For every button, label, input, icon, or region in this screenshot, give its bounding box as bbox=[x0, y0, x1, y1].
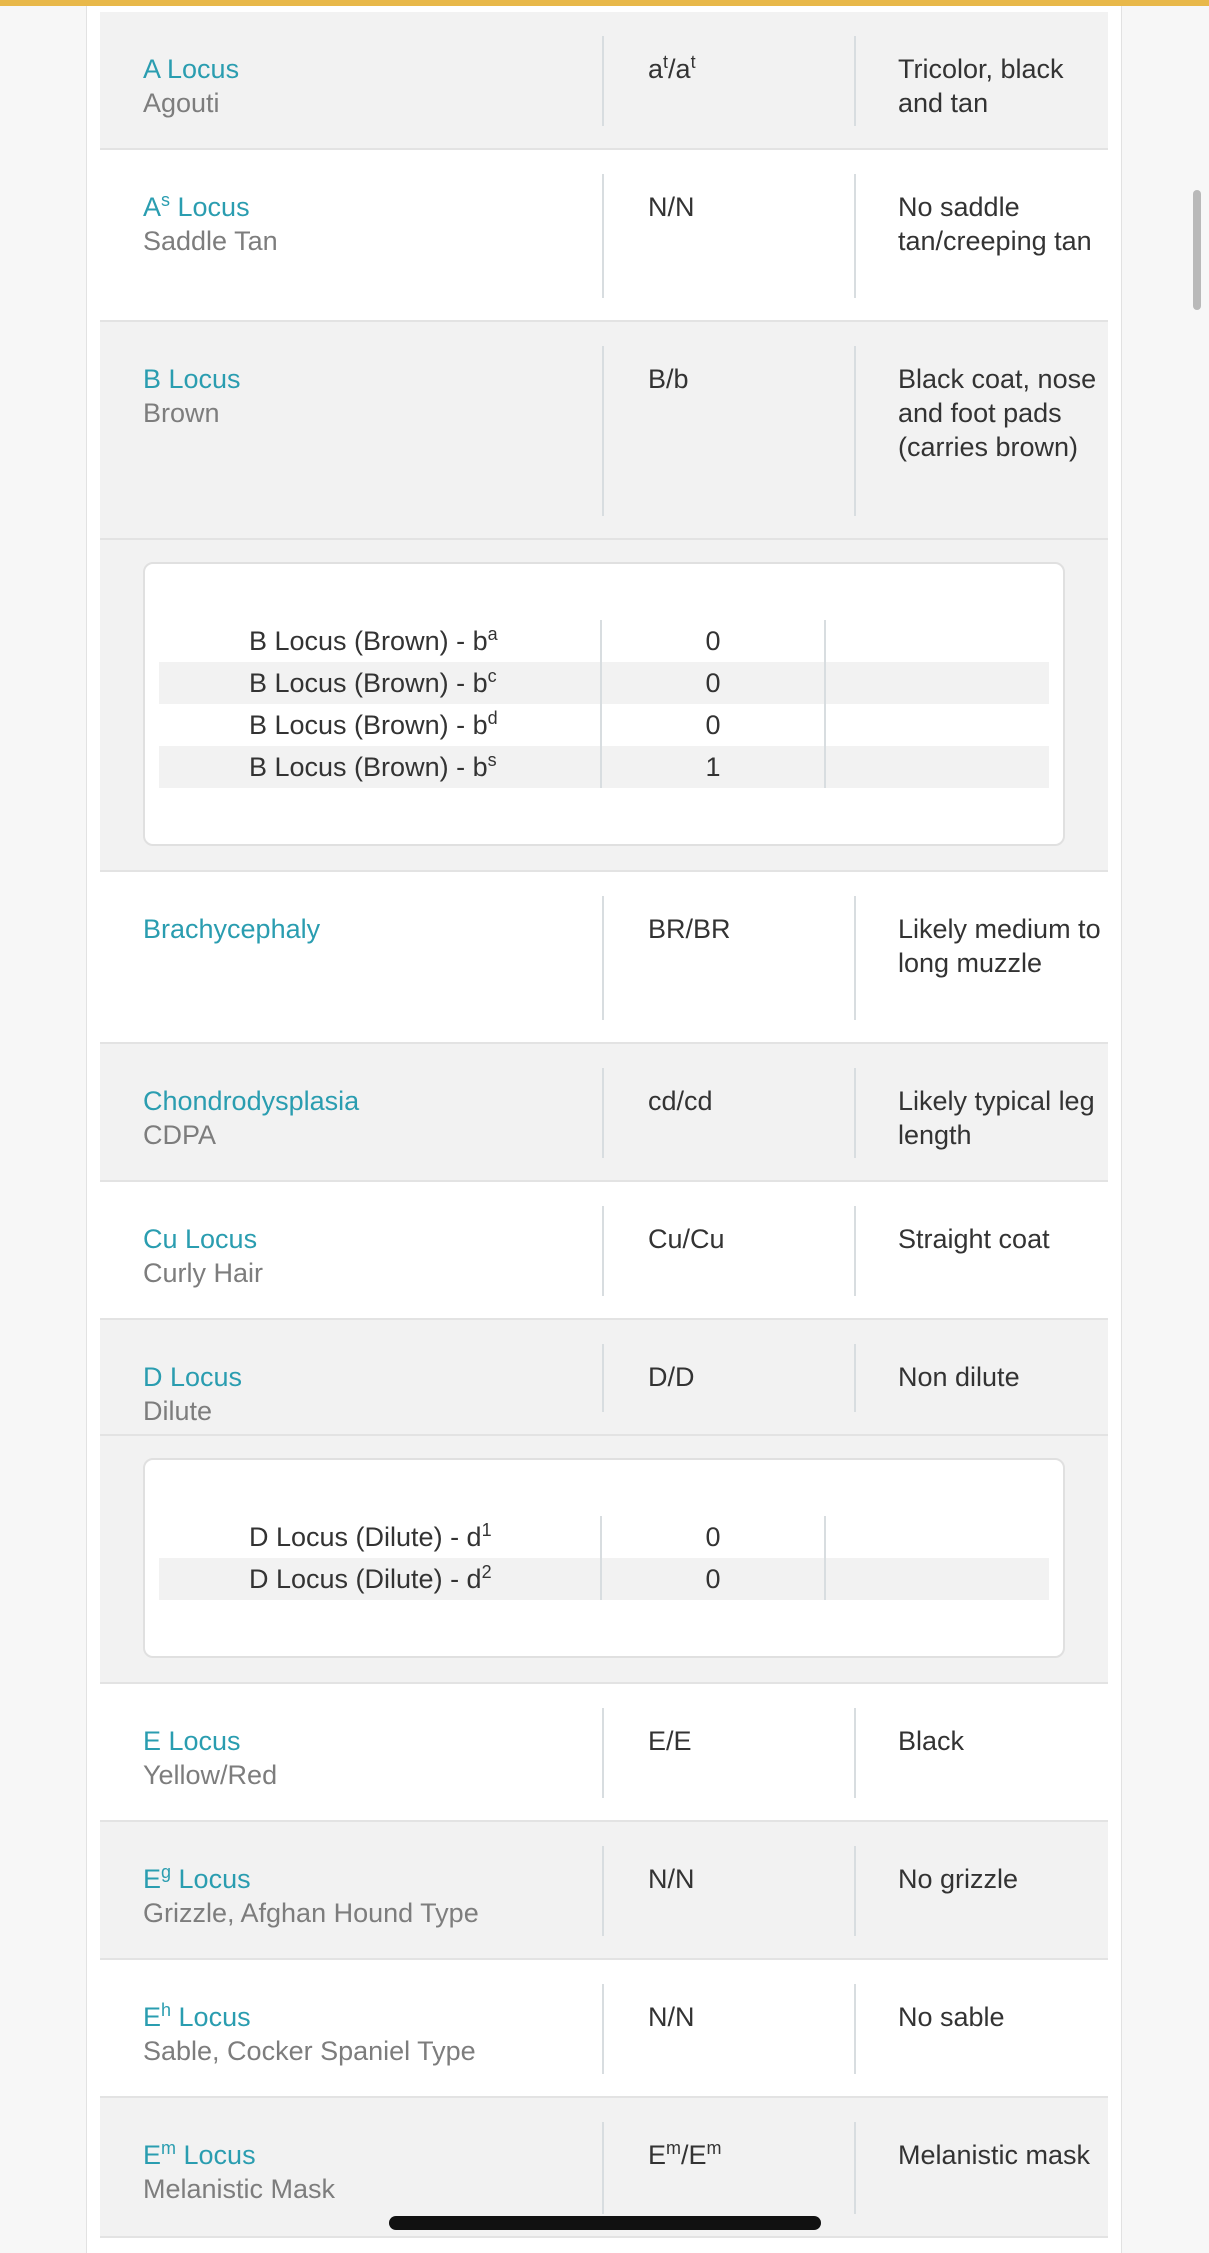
genetics-table bbox=[100, 12, 1108, 2238]
allele-empty-cell bbox=[824, 662, 1049, 704]
result-cell bbox=[854, 36, 1108, 126]
trait-row bbox=[100, 1684, 1108, 1822]
trait-cell bbox=[100, 1068, 602, 1180]
genotype-cell bbox=[602, 174, 854, 298]
allele-count: 0 bbox=[600, 1558, 824, 1600]
locus-link[interactable]: Chondrodysplasia bbox=[143, 1086, 360, 1116]
locus-link[interactable]: $E^g$ Locus bbox=[143, 1862, 251, 1894]
locus-description: Yellow/Red bbox=[143, 1760, 278, 1790]
result-text: Melanistic mask bbox=[898, 2140, 1091, 2170]
allele-detail-panel bbox=[100, 540, 1108, 872]
locus-link[interactable]: E Locus bbox=[143, 1726, 241, 1756]
allele-row bbox=[159, 1516, 1049, 1558]
allele-empty-cell bbox=[824, 746, 1049, 788]
genotype-value: $a^t/a^t$ bbox=[648, 52, 696, 84]
result-text: Non dilute bbox=[898, 1362, 1020, 1392]
result-cell bbox=[854, 2122, 1108, 2214]
locus-link[interactable]: D Locus bbox=[143, 1362, 243, 1392]
trait-row bbox=[100, 1320, 1108, 1436]
result-text: Black coat, nose and foot pads (carries brown) bbox=[898, 364, 1097, 462]
locus-link[interactable]: Cu Locus bbox=[143, 1224, 258, 1254]
trait-row bbox=[100, 12, 1108, 150]
result-text: No grizzle bbox=[898, 1864, 1019, 1894]
result-text: Likely medium to long muzzle bbox=[898, 914, 1101, 978]
genotype-value: cd/cd bbox=[648, 1086, 713, 1116]
locus-description: Melanistic Mask bbox=[143, 2174, 336, 2204]
scrollbar[interactable] bbox=[1193, 190, 1201, 310]
allele-row bbox=[159, 704, 1049, 746]
locus-description: CDPA bbox=[143, 1120, 217, 1150]
genotype-cell bbox=[602, 896, 854, 1020]
allele-label: B Locus (Brown) - $b^c$ bbox=[249, 666, 497, 698]
genotype-value: B/b bbox=[648, 364, 689, 394]
allele-row bbox=[159, 620, 1049, 662]
allele-row bbox=[159, 662, 1049, 704]
locus-description: Grizzle, Afghan Hound Type bbox=[143, 1898, 479, 1928]
genotype-value: $E^m/E^m$ bbox=[648, 2138, 722, 2170]
genotype-value: D/D bbox=[648, 1362, 695, 1392]
genotype-cell bbox=[602, 1344, 854, 1412]
genotype-cell bbox=[602, 1068, 854, 1158]
result-cell bbox=[854, 1206, 1108, 1296]
locus-description: Curly Hair bbox=[143, 1258, 264, 1288]
genotype-value: N/N bbox=[648, 192, 695, 222]
trait-cell bbox=[100, 174, 602, 320]
allele-count: 0 bbox=[600, 662, 824, 704]
allele-count: 1 bbox=[600, 746, 824, 788]
trait-row bbox=[100, 1182, 1108, 1320]
trait-row bbox=[100, 150, 1108, 322]
locus-link[interactable]: $E^h$ Locus bbox=[143, 2000, 251, 2032]
genotype-value: N/N bbox=[648, 2002, 695, 2032]
allele-row bbox=[159, 746, 1049, 788]
allele-detail-box bbox=[143, 562, 1065, 846]
allele-empty-cell bbox=[824, 1516, 1049, 1558]
trait-row bbox=[100, 872, 1108, 1044]
trait-cell bbox=[100, 1344, 602, 1434]
allele-empty-cell bbox=[824, 704, 1049, 746]
allele-label: B Locus (Brown) - $b^s$ bbox=[249, 750, 497, 782]
result-cell bbox=[854, 1984, 1108, 2074]
locus-link[interactable]: $E^m$ Locus bbox=[143, 2138, 256, 2170]
genotype-cell bbox=[602, 36, 854, 126]
locus-description: Saddle Tan bbox=[143, 226, 278, 256]
locus-link[interactable]: $A^s$ Locus bbox=[143, 190, 250, 222]
locus-link[interactable]: Brachycephaly bbox=[143, 914, 321, 944]
allele-count: 0 bbox=[600, 1516, 824, 1558]
allele-label: B Locus (Brown) - $b^a$ bbox=[249, 624, 498, 656]
result-text: Likely typical leg length bbox=[898, 1086, 1095, 1150]
trait-row bbox=[100, 322, 1108, 540]
allele-row bbox=[159, 1558, 1049, 1600]
allele-detail-box bbox=[143, 1458, 1065, 1658]
genotype-value: N/N bbox=[648, 1864, 695, 1894]
trait-cell bbox=[100, 1206, 602, 1318]
trait-row bbox=[100, 1960, 1108, 2098]
trait-row bbox=[100, 1822, 1108, 1960]
genotype-cell bbox=[602, 1206, 854, 1296]
locus-description: Dilute bbox=[143, 1396, 213, 1426]
result-text: No saddle tan/creeping tan bbox=[898, 192, 1092, 256]
allele-label: D Locus (Dilute) - $d^2$ bbox=[249, 1562, 492, 1594]
allele-count: 0 bbox=[600, 620, 824, 662]
locus-description: Sable, Cocker Spaniel Type bbox=[143, 2036, 476, 2066]
allele-count: 0 bbox=[600, 704, 824, 746]
result-cell bbox=[854, 896, 1108, 1020]
genotype-cell bbox=[602, 1846, 854, 1936]
allele-label: D Locus (Dilute) - $d^1$ bbox=[249, 1520, 492, 1552]
trait-cell bbox=[100, 896, 602, 1042]
allele-label: B Locus (Brown) - $b^d$ bbox=[249, 708, 498, 740]
locus-description: Agouti bbox=[143, 88, 220, 118]
locus-description: Brown bbox=[143, 398, 220, 428]
result-cell bbox=[854, 1846, 1108, 1936]
genotype-cell bbox=[602, 1708, 854, 1798]
locus-link[interactable]: B Locus bbox=[143, 364, 241, 394]
genotype-value: E/E bbox=[648, 1726, 692, 1756]
genotype-cell bbox=[602, 346, 854, 516]
result-cell bbox=[854, 1708, 1108, 1798]
allele-empty-cell bbox=[824, 1558, 1049, 1600]
result-cell bbox=[854, 346, 1108, 516]
genotype-value: BR/BR bbox=[648, 914, 731, 944]
allele-detail-panel bbox=[100, 1436, 1108, 1684]
trait-cell bbox=[100, 1846, 602, 1958]
result-text: No sable bbox=[898, 2002, 1005, 2032]
genotype-cell bbox=[602, 1984, 854, 2074]
genotype-cell bbox=[602, 2122, 854, 2214]
allele-empty-cell bbox=[824, 620, 1049, 662]
trait-cell bbox=[100, 1984, 602, 2096]
home-indicator[interactable] bbox=[389, 2216, 821, 2230]
result-text: Tricolor, black and tan bbox=[898, 54, 1064, 118]
trait-cell bbox=[100, 346, 602, 538]
result-cell bbox=[854, 1068, 1108, 1158]
genotype-value: Cu/Cu bbox=[648, 1224, 725, 1254]
result-cell bbox=[854, 1344, 1108, 1412]
trait-row bbox=[100, 1044, 1108, 1182]
result-text: Black bbox=[898, 1726, 965, 1756]
result-text: Straight coat bbox=[898, 1224, 1050, 1254]
locus-link[interactable]: A Locus bbox=[143, 54, 240, 84]
trait-cell bbox=[100, 1708, 602, 1820]
trait-cell bbox=[100, 36, 602, 148]
result-cell bbox=[854, 174, 1108, 298]
